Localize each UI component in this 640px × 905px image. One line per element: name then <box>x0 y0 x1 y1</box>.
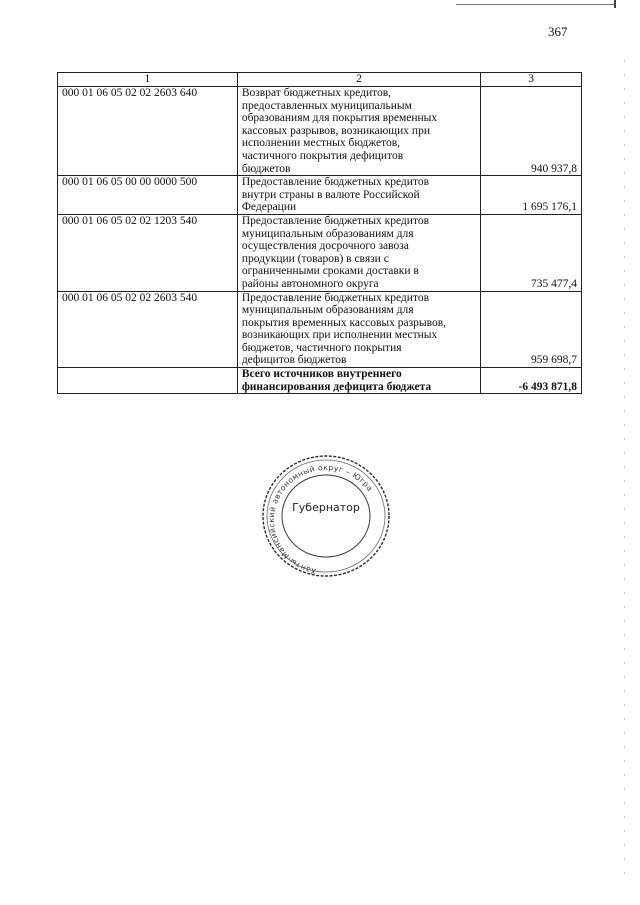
budget-code: 000 01 06 05 02 02 2603 640 <box>58 87 238 176</box>
description-line: муниципальным образованиям для <box>241 304 414 317</box>
budget-sources-table <box>57 72 582 394</box>
scan-edge-line <box>456 4 616 5</box>
table-row <box>58 87 582 176</box>
description-line: предоставленных муниципальным <box>241 99 412 112</box>
description-line: ограниченными сроками доставки в <box>241 265 419 278</box>
description-line: Всего источников внутреннего <box>241 368 402 381</box>
row-description <box>237 291 480 368</box>
seal-inner-ring <box>282 475 370 557</box>
row-description <box>237 87 480 176</box>
description-line: Предоставление бюджетных кредитов <box>241 291 429 304</box>
row-description <box>237 214 480 291</box>
description-line: Возврат бюджетных кредитов, <box>241 87 392 99</box>
description-line: дефицитов бюджетов <box>241 354 347 367</box>
budget-code: 000 01 06 05 00 00 0000 500 <box>58 176 238 215</box>
official-seal <box>258 452 394 580</box>
amount: 940 937,8 <box>481 87 582 176</box>
description-line: покрытия временных кассовых разрывов, <box>241 316 447 329</box>
description-line: районы автономного округа <box>241 277 379 290</box>
budget-code: 000 01 06 05 02 02 2603 540 <box>58 291 238 368</box>
header-col-3: 3 <box>481 73 582 87</box>
row-description <box>237 176 480 215</box>
amount: 1 695 176,1 <box>481 176 582 215</box>
description-line: Предоставление бюджетных кредитов <box>241 176 429 189</box>
header-col-2: 2 <box>237 73 480 87</box>
description-line: кассовых разрывов, возникающих при <box>241 124 430 137</box>
budget-code: 000 01 06 05 02 02 1203 540 <box>58 214 238 291</box>
description-line: муниципальным образованиям для <box>241 227 414 240</box>
table-row <box>58 291 582 368</box>
table-row <box>58 214 582 291</box>
table-row <box>58 176 582 215</box>
scan-edge-dots <box>624 60 625 880</box>
description-line: осуществления досрочного завоза <box>241 240 409 253</box>
description-line: образованиям для покрытия временных <box>241 112 438 125</box>
description-line: Федерации <box>241 201 297 214</box>
description-line: бюджетов, частичного покрытия <box>241 341 402 354</box>
seal-title: Губернатор <box>292 501 360 514</box>
description-line: продукции (товаров) в связи с <box>241 252 389 265</box>
description-line: внутри страны в валюте Российской <box>241 188 420 201</box>
header-col-1: 1 <box>58 73 238 87</box>
total-amount: -6 493 871,8 <box>481 368 582 394</box>
scan-edge-tick <box>614 0 616 8</box>
description-line: частичного покрытия дефицитов <box>241 149 404 162</box>
page-number: 367 <box>548 24 568 39</box>
total-description <box>237 368 480 394</box>
amount: 959 698,7 <box>481 291 582 368</box>
description-line: финансирования дефицита бюджета <box>241 380 432 393</box>
total-row <box>58 368 582 394</box>
amount: 735 477,4 <box>481 214 582 291</box>
description-line: бюджетов <box>241 162 291 175</box>
total-code-empty <box>58 368 238 394</box>
header-row <box>58 73 582 87</box>
seal-ring-text: Ханты-Мансийский автономный округ – Югра <box>266 462 375 577</box>
description-line: возникающих при исполнении местных <box>241 329 438 342</box>
description-line: исполнении местных бюджетов, <box>241 137 401 150</box>
description-line: Предоставление бюджетных кредитов <box>241 214 429 227</box>
